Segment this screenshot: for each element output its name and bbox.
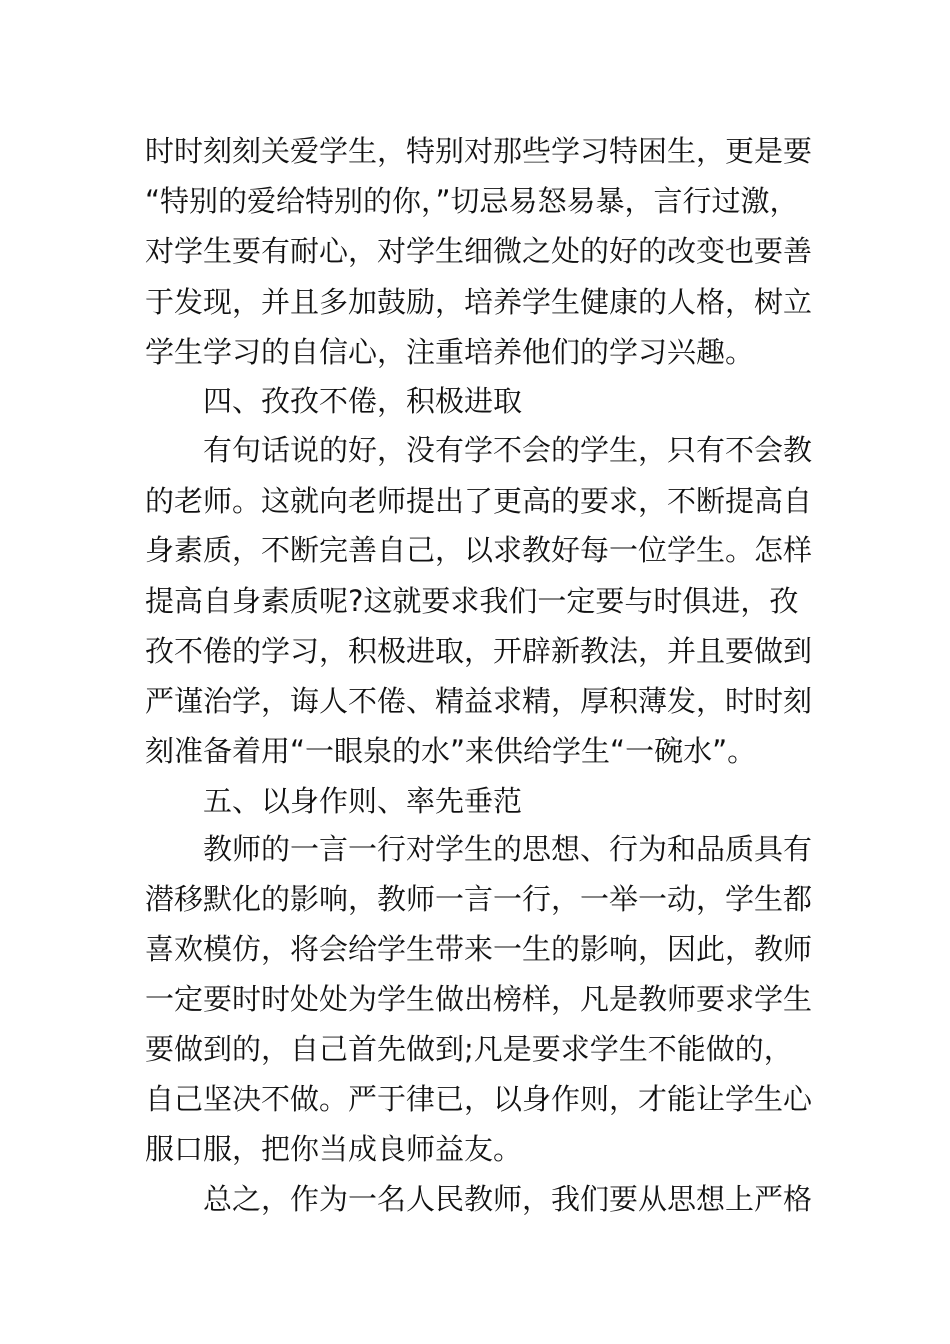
text-line: “特别的爱给特别的你，”切忌易怒易暴，言行过激， [145, 184, 799, 218]
text-line: 提高自身素质呢?这就要求我们一定要与时俱进，孜 [145, 584, 799, 618]
text-line: 于发现，并且多加鼓励，培养学生健康的人格，树立 [145, 285, 813, 319]
text-line: 身素质，不断完善自己，以求教好每一位学生。怎样 [145, 533, 813, 567]
text-line: 的老师。这就向老师提出了更高的要求，不断提高自 [145, 484, 813, 518]
text-line: 自己坚决不做。严于律已，以身作则，才能让学生心 [145, 1082, 813, 1116]
text-line: 有句话说的好，没有学不会的学生，只有不会教 [203, 433, 813, 467]
text-line: 喜欢模仿，将会给学生带来一生的影响，因此，教师 [145, 932, 813, 966]
text-line: 严谨治学，诲人不倦、精益求精，厚积薄发，时时刻 [145, 684, 813, 718]
text-line: 服口服，把你当成良师益友。 [145, 1132, 523, 1166]
text-line: 潜移默化的影响，教师一言一行，一举一动，学生都 [145, 882, 813, 916]
text-line: 要做到的，自己首先做到;凡是要求学生不能做的， [145, 1032, 793, 1066]
section-heading-5: 五、以身作则、率先垂范 [203, 784, 523, 818]
text-line: 刻准备着用“一眼泉的水”来供给学生“一碗水”。 [145, 734, 757, 768]
text-line: 总之，作为一名人民教师，我们要从思想上严格 [203, 1182, 813, 1216]
text-line: 孜不倦的学习，积极进取，开辟新教法，并且要做到 [145, 634, 813, 668]
text-line: 教师的一言一行对学生的思想、行为和品质具有 [203, 832, 813, 866]
text-line: 时时刻刻关爱学生，特别对那些学习特困生，更是要 [145, 134, 813, 168]
text-line: 对学生要有耐心，对学生细微之处的好的改变也要善 [145, 234, 813, 268]
section-heading-4: 四、孜孜不倦，积极进取 [203, 384, 523, 418]
text-line: 学生学习的自信心，注重培养他们的学习兴趣。 [145, 335, 755, 369]
text-line: 一定要时时处处为学生做出榜样，凡是教师要求学生 [145, 982, 813, 1016]
